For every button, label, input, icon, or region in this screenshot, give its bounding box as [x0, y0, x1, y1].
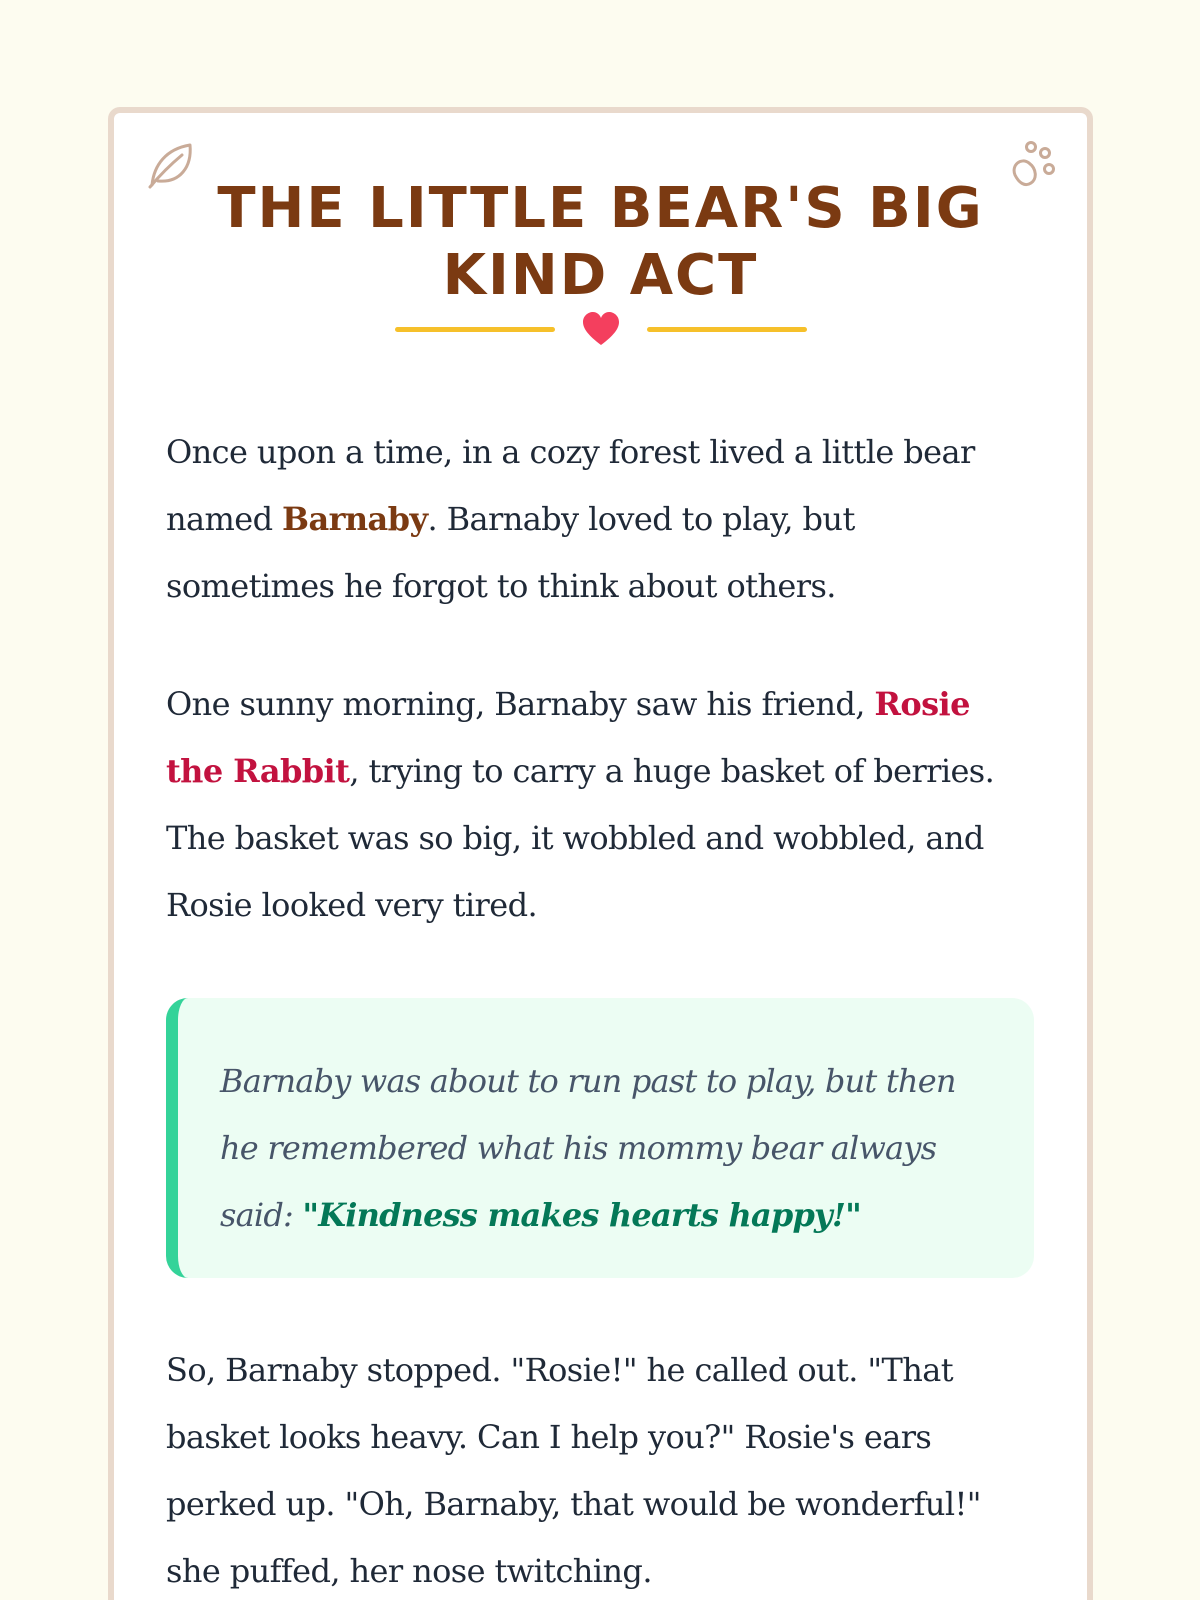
character-name-rosie: Rosie the Rabbit — [166, 685, 970, 790]
title-divider — [114, 309, 1087, 349]
story-title — [114, 175, 1087, 309]
paragraph-2-text-end: , trying to carry a huge basket of berries. The basket was so big, it wobbled and wobbled, and Rosie looked very tired. — [166, 752, 995, 924]
story-paragraph-2 — [166, 671, 996, 939]
story-paragraph-1 — [166, 419, 996, 620]
quote-callout — [166, 998, 1034, 1278]
paragraph-2-text-start: One sunny morning, Barnaby saw his friend, — [166, 685, 875, 723]
divider-rule-left — [395, 327, 555, 332]
title-line-1: THE LITTLE BEAR'S BIG — [217, 176, 984, 241]
character-name-barnaby: Barnaby — [282, 500, 428, 538]
quote-text — [220, 1048, 994, 1249]
paragraph-1-text-start: Once upon a time, in a cozy forest lived a little bear named — [166, 433, 975, 538]
paragraph-1-text-end: . Barnaby loved to play, but sometimes he forgot to think about others. — [166, 500, 855, 605]
title-line-2: KIND ACT — [442, 243, 759, 308]
kindness-motto: "Kindness makes hearts happy!" — [302, 1196, 861, 1234]
quote-text-start: Barnaby was about to run past to play, but then he remembered what his mommy bear always said: — [220, 1062, 956, 1234]
divider-rule-right — [647, 327, 807, 332]
story-card — [108, 107, 1093, 1600]
story-paragraph-3: So, Barnaby stopped. "Rosie!" he called out. "That basket looks heavy. Can I help you?" Rosie's ears perked up. "Oh, Barnaby, that would be wonderful!" she puffed, her nose twitching. — [166, 1351, 981, 1590]
heart-icon — [581, 310, 621, 348]
